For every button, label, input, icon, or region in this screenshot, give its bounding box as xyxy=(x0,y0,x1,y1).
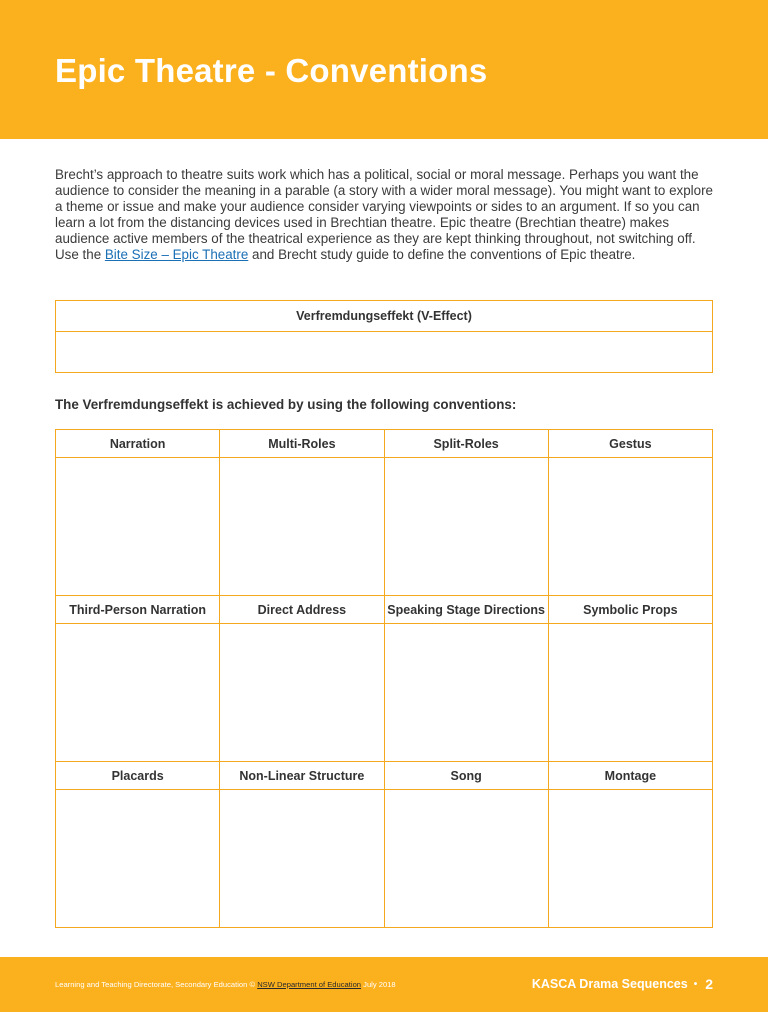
convention-label: Placards xyxy=(56,762,220,790)
answer-cell[interactable] xyxy=(56,458,220,596)
nsw-department-link[interactable]: NSW Department of Education xyxy=(257,980,362,989)
convention-label: Narration xyxy=(56,430,220,458)
conventions-answer-row xyxy=(56,458,713,596)
intro-text-end: and Brecht study guide to define the conventions of Epic theatre. xyxy=(248,246,636,262)
veffect-heading: Verfremdungseffekt (V-Effect) xyxy=(56,301,712,332)
conventions-answer-row xyxy=(56,790,713,928)
conventions-header-row xyxy=(56,762,713,790)
convention-label: Montage xyxy=(548,762,712,790)
intro-paragraph xyxy=(55,167,720,262)
convention-label: Symbolic Props xyxy=(548,596,712,624)
veffect-box xyxy=(55,300,713,373)
page-title: Epic Theatre - Conventions xyxy=(55,52,488,89)
answer-cell[interactable] xyxy=(384,790,548,928)
answer-cell[interactable] xyxy=(220,790,384,928)
series-title: KASCA Drama Sequences xyxy=(531,977,688,991)
bullet-separator: • xyxy=(693,978,698,990)
answer-cell[interactable] xyxy=(56,624,220,762)
answer-cell[interactable] xyxy=(384,624,548,762)
conventions-answer-row xyxy=(56,624,713,762)
answer-cell[interactable] xyxy=(56,790,220,928)
convention-label: Direct Address xyxy=(220,596,384,624)
answer-cell[interactable] xyxy=(548,790,712,928)
convention-label: Gestus xyxy=(548,430,712,458)
bite-size-link[interactable]: Bite Size – Epic Theatre xyxy=(104,246,249,262)
convention-label: Multi-Roles xyxy=(220,430,384,458)
answer-cell[interactable] xyxy=(384,458,548,596)
conventions-table xyxy=(55,429,713,928)
convention-label: Song xyxy=(384,762,548,790)
page-number: 2 xyxy=(705,976,713,992)
conventions-heading: The Verfremdungseffekt is achieved by using the following conventions: xyxy=(55,397,517,412)
footer-credit-text: Learning and Teaching Directorate, Secondary Education © xyxy=(55,980,258,989)
footer-series xyxy=(532,976,713,992)
footer-credit-date: July 2018 xyxy=(361,980,396,989)
intro-text: Brecht’s approach to theatre suits work which has a political, social or moral message. Perhaps you want the audience to consider the meaning in a parable (a story with a wider moral message). You might want to explore a theme or issue and make your audience consider varying viewpoints or sides to an argument. If so you can learn a lot from the distancing devices used in Brechtian theatre. Epic theatre (Brechtian theatre) makes audience active members of the theatrical experience as they are kept thinking throughout, not switching off. Use the xyxy=(55,167,713,262)
answer-cell[interactable] xyxy=(220,624,384,762)
convention-label: Third-Person Narration xyxy=(56,596,220,624)
convention-label: Speaking Stage Directions xyxy=(384,596,548,624)
conventions-header-row xyxy=(56,430,713,458)
answer-cell[interactable] xyxy=(548,458,712,596)
answer-cell[interactable] xyxy=(220,458,384,596)
conventions-header-row xyxy=(56,596,713,624)
convention-label: Split-Roles xyxy=(384,430,548,458)
convention-label: Non-Linear Structure xyxy=(220,762,384,790)
footer-credit xyxy=(55,980,396,989)
answer-cell[interactable] xyxy=(548,624,712,762)
